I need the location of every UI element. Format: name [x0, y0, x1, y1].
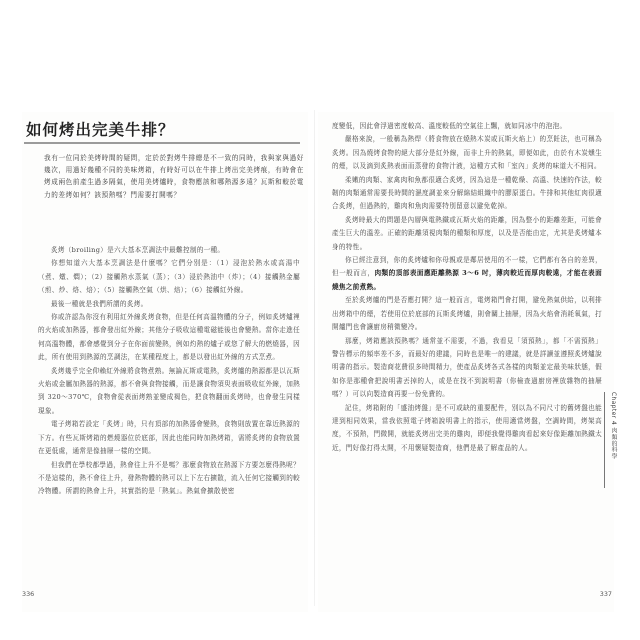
paragraph: 你或許認為你沒有利用紅外線炙烤食物，但是任何高溫物體的分子，例如炙烤爐裡的火焰或加熱器，都會發出紅外線；其他分子吸收這種電磁能後也會變熱。當你走進任何高溫物體，都會感覺到分子在你面前變熱，例如灼熱的爐子或您了解大的燃燒器，因此，所有使用到熱源的烹調法，在某種程度上，都是以發出紅外線的方式烹煮。 [38, 313, 300, 362]
paragraph: 炙烤幾乎完全仰賴紅外線將食物煮熟。無論瓦斯或電熱，炙烤爐的熱源都是以瓦斯火焰或金屬加熱器的熱源，都不會與食物接觸，而是讓食物須臾表面吸收紅外線，加熱到 320～370℃，食物會從表面烤熟並變成褐色，把食物翻面炙烤時，也會發生同樣現象。 [38, 366, 300, 415]
paragraph: 嚴格來說，一般稱為熱焊（將食物放在燒熱木炭或瓦斯火焰上）的烹飪法，也可稱為炙烤。因為燒烤食物的絕大部分是紅外線，而非上升的熱氣，即便如此，由於有木炭燻生的煙，以及滴到炙熱表面而蒸發的食物汁液，這種方式和「室內」炙烤的味道大不相同。 [332, 135, 602, 171]
page-number: 337 [599, 590, 612, 598]
chapter-label: Chapter 4 肉類的科學 [610, 392, 616, 460]
page-number: 336 [22, 590, 35, 598]
title-rule [24, 142, 300, 144]
right-page [318, 112, 614, 612]
bold-highlight: 肉類的頂部表面應距離熱源 3～6 吋，薄肉較近而厚肉較遠，才能在表面燒焦之前煮熟。 [332, 269, 602, 291]
right-body-text [332, 120, 602, 455]
paragraph: 至於炙烤爐的門是否應打開？這一般而言，電烤箱門會打開，避免熱氣供給，以利排出烤箱中的煙，若使用位於底部的瓦斯炙烤爐，則會關上抽屜，因為火焰會消耗氧氣，打開爐門也會讓廚房稍微變冷。 [332, 296, 602, 332]
chapter-tab [604, 392, 618, 488]
paragraph: 你想知道六大基本烹調法是什麼嗎？它們分別是：（1）浸泡於熱水或高湯中（煮、燉、燜）；（2）接觸熱水蒸氣（蒸）；（3）浸於熱油中（炸）；（4）接觸熱金屬（煎、炒、烙、焙）；（5）接觸熱空氣（烘、焙）；（6）接觸紅外線。 [38, 259, 300, 295]
left-body-text [38, 236, 300, 499]
intro-question: 我有一位同於美烤時間的疑問，定於於對烤牛排總是不一致的同時，我與家與過好幾次，用過好幾種不同的美味烤箱，有時好可以在牛排上烤出完美烤痕，有時會在烤成兩色前產生過多隔氣，使用美烤爐時，食物應該和哪熱源多遠？瓦斯和較於電力的差烤如何？該預熱嗎？門需要打開嗎？ [44, 154, 304, 199]
paragraph: 但我們在學校都學過，熱會往上升不是嗎？那麼食物放在熱源下方要怎麼得熱呢？不是這樣的，熱不會往上升，發熱物體的熱可以上下左右擴散，流入任何它接觸到的較冷物體。所謂的熱會上升，其實指的是「熱氣」。熱氣會擴散使密 [38, 460, 300, 496]
paragraph-with-bold: 你已經注意到，你的炙烤爐和你母親或是鄰居使用的不一樣，它們都有各自的差異，但一般而言，肉類的頂部表面應距離熱源 3～6 吋，薄肉較近而厚肉較遠，才能在表面燒焦之前煮熟。 [332, 256, 602, 291]
paragraph: 度變低，因此會浮過密度較高、溫度較低的空氣往上飄，就如同冰中的泡泡。 [332, 122, 567, 130]
paragraph: 炙烤時最大的問題是內層與電熱鐵或瓦斯火焰的距離，因為整小的距離差距，可能會產生巨大的溫差。正確的距離須視肉類的種類和厚度，以及是否能由定，尤其是炙烤爐本身的特性。 [332, 215, 602, 251]
paragraph: 電子烤箱若設定「炙烤」時，只有頂部的加熱器會變熱，食物則放置在靠近熱源的下方。有些瓦斯烤箱的燃燒器位於底部，因此也能同時加熱烤箱，需將炙烤的食物放置在更低處，通常是像抽屜一樣的空間。 [38, 420, 300, 456]
paragraph: 那麼，烤箱應該預熱嗎？通常並不需要，不過，我看見「須預熱」，都「不需預熱」警告標示的頻率差不多，而最好的建議，同時也是唯一的建議，就是詳讀並遵照炙烤爐說明書的指示。製造商花費很多時間精力，使產品炙烤各式各樣的肉類並定最美味狀態，假如你是那種會把說明書丟掉的人，或是在找不到說明書（你檢查過廚房裡放雜物的抽屜嗎？）可以向製造商再要一份免費的。 [332, 336, 602, 399]
paragraph: 最後一種就是我們所謂的炙烤。 [51, 299, 148, 308]
book-gutter [314, 110, 315, 606]
paragraph: 柔嫩的肉類、家禽肉和魚都很適合炙烤，因為這是一種乾燥、高溫、快速的作法，較韌的肉類通常需要長時間的濕度調並來分解綿結組織中的膠原蛋白。牛排和其他紅肉很適合炙烤，但過熱的，雞肉和魚肉需要特別留意以避免乾掉。 [332, 175, 602, 211]
chapter-rule [604, 392, 605, 488]
paragraph: 炙烤（broiling）是六大基本烹調法中最難控制的一種。 [51, 246, 225, 254]
left-page [22, 112, 308, 612]
page-title: 如何烤出完美牛排？ [26, 121, 175, 139]
paragraph: 記住，烤箱附的「盛油烤盤」是不可或缺的重要配件，別以為不同尺寸的舊烤盤也能達到相同效果，當我依照電子烤箱說明書上的指示，使用適當烤盤，空調時間，烤架高度，不預熱，門微開，就能炙烤出完美的雞肉，即便我覺得雞肉看起來好像距離加熱鐵太近，門好像打得太開，不用懷疑製造商，他們是最了解產品的人。 [332, 403, 602, 452]
